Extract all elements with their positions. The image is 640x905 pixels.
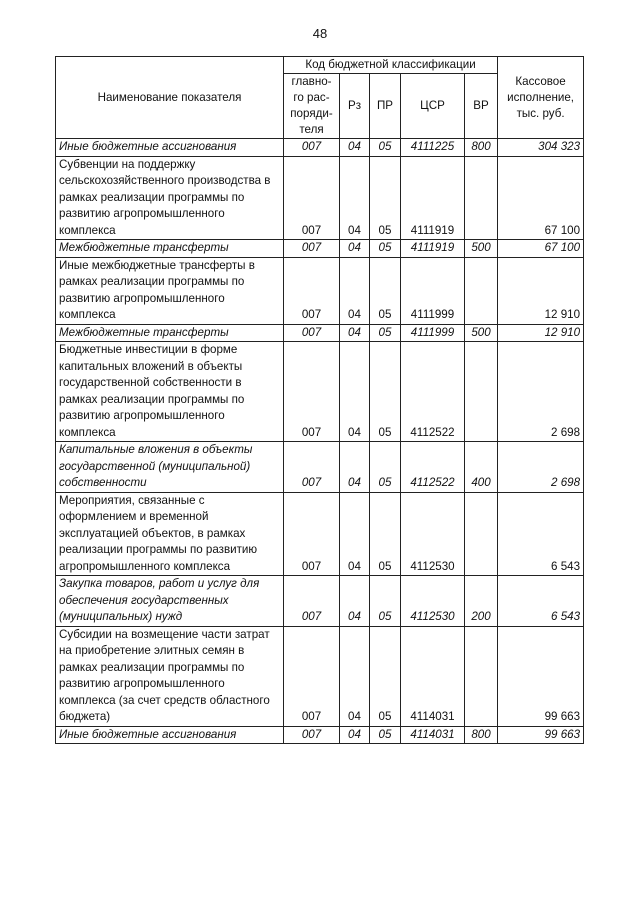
row-name: Субвенции на поддержку сельскохозяйственного производства в рамках реализации программы по развитию агропромышленного комплекса xyxy=(56,156,284,240)
row-amount: 67 100 xyxy=(498,156,584,240)
budget-table xyxy=(55,56,584,744)
row-vr: 200 xyxy=(465,576,498,627)
row-name: Межбюджетные трансферты xyxy=(56,324,284,342)
header-classification: Код бюджетной классификации xyxy=(284,57,498,74)
row-name: Иные бюджетные ассигнования xyxy=(56,726,284,744)
row-amount: 6 543 xyxy=(498,492,584,576)
row-glav: 007 xyxy=(284,626,340,726)
row-rz: 04 xyxy=(340,257,370,324)
header-name: Наименование показателя xyxy=(56,57,284,139)
header-csr: ЦСР xyxy=(401,74,465,139)
row-csr: 4114031 xyxy=(401,726,465,744)
row-pr: 05 xyxy=(370,257,401,324)
row-amount: 6 543 xyxy=(498,576,584,627)
row-glav: 007 xyxy=(284,442,340,493)
row-rz: 04 xyxy=(340,442,370,493)
row-glav: 007 xyxy=(284,156,340,240)
row-pr: 05 xyxy=(370,626,401,726)
table-row xyxy=(56,492,584,576)
row-name: Капитальные вложения в объекты государственной (муниципальной) собственности xyxy=(56,442,284,493)
row-pr: 05 xyxy=(370,576,401,627)
row-amount: 99 663 xyxy=(498,626,584,726)
table-row xyxy=(56,139,584,157)
row-amount: 99 663 xyxy=(498,726,584,744)
row-amount: 2 698 xyxy=(498,442,584,493)
table-row xyxy=(56,156,584,240)
row-vr xyxy=(465,257,498,324)
row-glav: 007 xyxy=(284,139,340,157)
header-row-top xyxy=(56,57,584,74)
row-pr: 05 xyxy=(370,492,401,576)
row-vr: 800 xyxy=(465,139,498,157)
table-row xyxy=(56,626,584,726)
table-row xyxy=(56,257,584,324)
row-rz: 04 xyxy=(340,576,370,627)
row-pr: 05 xyxy=(370,726,401,744)
table-row xyxy=(56,576,584,627)
header-amount: Кассовое исполнение, тыс. руб. xyxy=(498,57,584,139)
row-rz: 04 xyxy=(340,240,370,258)
row-csr: 4114031 xyxy=(401,626,465,726)
table-row xyxy=(56,442,584,493)
row-vr: 400 xyxy=(465,442,498,493)
row-vr: 500 xyxy=(465,240,498,258)
row-name: Бюджетные инвестиции в форме капитальных вложений в объекты государственной собственности в рамках реализации программы по развитию агропромышленного комплекса xyxy=(56,342,284,442)
row-pr: 05 xyxy=(370,342,401,442)
header-pr: ПР xyxy=(370,74,401,139)
row-csr: 4112530 xyxy=(401,576,465,627)
row-amount: 2 698 xyxy=(498,342,584,442)
row-rz: 04 xyxy=(340,726,370,744)
row-csr: 4112522 xyxy=(401,442,465,493)
row-name: Мероприятия, связанные с оформлением и временной эксплуатацией объектов, в рамках реализации программы по развитию агропромышленного комплекса xyxy=(56,492,284,576)
row-glav: 007 xyxy=(284,726,340,744)
table-row xyxy=(56,342,584,442)
row-vr: 500 xyxy=(465,324,498,342)
row-pr: 05 xyxy=(370,139,401,157)
row-csr: 4112530 xyxy=(401,492,465,576)
header-vr: ВР xyxy=(465,74,498,139)
header-glav: главно- го рас- поряди- теля xyxy=(284,74,340,139)
table-body xyxy=(56,139,584,744)
row-glav: 007 xyxy=(284,492,340,576)
row-glav: 007 xyxy=(284,342,340,442)
row-name: Межбюджетные трансферты xyxy=(56,240,284,258)
row-rz: 04 xyxy=(340,139,370,157)
row-vr xyxy=(465,156,498,240)
row-glav: 007 xyxy=(284,324,340,342)
row-vr: 800 xyxy=(465,726,498,744)
row-csr: 4111225 xyxy=(401,139,465,157)
table-row xyxy=(56,726,584,744)
row-amount: 304 323 xyxy=(498,139,584,157)
row-glav: 007 xyxy=(284,240,340,258)
row-amount: 67 100 xyxy=(498,240,584,258)
row-name: Иные межбюджетные трансферты в рамках реализации программы по развитию агропромышленного комплекса xyxy=(56,257,284,324)
row-rz: 04 xyxy=(340,156,370,240)
row-csr: 4111999 xyxy=(401,324,465,342)
row-csr: 4112522 xyxy=(401,342,465,442)
row-rz: 04 xyxy=(340,324,370,342)
row-pr: 05 xyxy=(370,324,401,342)
row-amount: 12 910 xyxy=(498,257,584,324)
row-amount: 12 910 xyxy=(498,324,584,342)
row-name: Субсидии на возмещение части затрат на приобретение элитных семян в рамках реализации программы по развитию агропромышленного комплекса (за счет средств областного бюджета) xyxy=(56,626,284,726)
row-vr xyxy=(465,626,498,726)
row-pr: 05 xyxy=(370,442,401,493)
row-pr: 05 xyxy=(370,240,401,258)
row-csr: 4111999 xyxy=(401,257,465,324)
row-name: Закупка товаров, работ и услуг для обеспечения государственных (муниципальных) нужд xyxy=(56,576,284,627)
row-rz: 04 xyxy=(340,626,370,726)
row-csr: 4111919 xyxy=(401,240,465,258)
row-csr: 4111919 xyxy=(401,156,465,240)
row-pr: 05 xyxy=(370,156,401,240)
row-glav: 007 xyxy=(284,257,340,324)
table-row xyxy=(56,324,584,342)
row-name: Иные бюджетные ассигнования xyxy=(56,139,284,157)
page-number: 48 xyxy=(312,26,328,41)
header-rz: Рз xyxy=(340,74,370,139)
row-vr xyxy=(465,342,498,442)
row-vr xyxy=(465,492,498,576)
row-glav: 007 xyxy=(284,576,340,627)
table-row xyxy=(56,240,584,258)
row-rz: 04 xyxy=(340,342,370,442)
row-rz: 04 xyxy=(340,492,370,576)
